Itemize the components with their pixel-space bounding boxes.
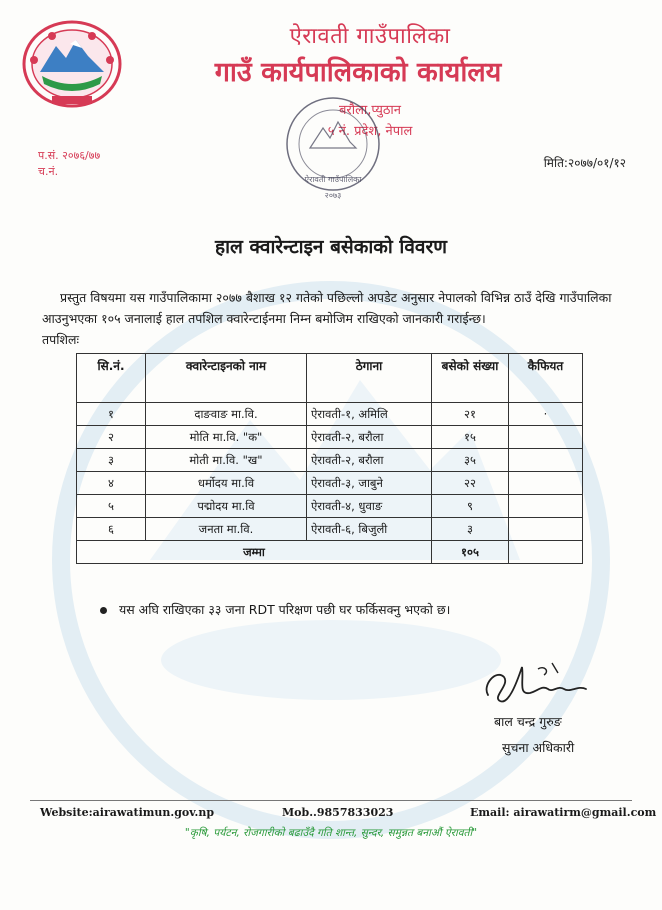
cell-remark <box>509 449 583 472</box>
total-label: जम्मा <box>77 541 432 564</box>
cell-address: ऐरावती-३, जाबुने <box>307 472 432 495</box>
footer-divider <box>30 800 632 801</box>
cell-address: ऐरावती-२, बरौला <box>307 426 432 449</box>
cell-sn: ४ <box>77 472 146 495</box>
header-name: क्वारेन्टाइनको नाम <box>146 354 307 403</box>
cell-name: जनता मा.वि. <box>146 518 307 541</box>
cell-remark <box>509 472 583 495</box>
header-remark: कैफियत <box>509 354 583 403</box>
total-value: १०५ <box>432 541 509 564</box>
table-row <box>77 426 583 449</box>
letter-date: मिति:२०७७/०१/१२ <box>543 156 626 170</box>
letterhead-office: गाउँ कार्यपालिकाको कार्यालय <box>214 57 502 88</box>
stamp-year: २०७३ <box>324 191 342 200</box>
cell-sn: १ <box>77 403 146 426</box>
document-title: हाल क्वारेन्टाइन बसेकाको विवरण <box>215 236 447 258</box>
cell-sn: ३ <box>77 449 146 472</box>
signatory-name: बाल चन्द्र गुरुङ <box>494 714 562 729</box>
quarantine-table <box>76 353 583 564</box>
signatory-post: सुचना अधिकारी <box>502 740 575 755</box>
header-sn: सि.नं. <box>77 354 146 403</box>
table-row <box>77 518 583 541</box>
cell-count: २१ <box>432 403 509 426</box>
table-total-row <box>77 541 583 564</box>
cell-remark <box>509 518 583 541</box>
signature <box>478 655 598 710</box>
reference-number: प.सं. २०७६/७७ <box>38 149 101 162</box>
cell-address: ऐरावती-४, धुवाङ <box>307 495 432 518</box>
total-remark <box>509 541 583 564</box>
cell-remark <box>509 495 583 518</box>
cell-address: ऐरावती-२, बरौला <box>307 449 432 472</box>
cell-sn: २ <box>77 426 146 449</box>
table-row <box>77 403 583 426</box>
table-row <box>77 495 583 518</box>
stamp-text: ऐरावती गाउँपालिका <box>304 175 362 184</box>
cell-name: धर्मोदय मा.वि <box>146 472 307 495</box>
cell-name: मोति मा.वि. "क" <box>146 426 307 449</box>
cell-sn: ६ <box>77 518 146 541</box>
cell-remark: · <box>509 403 583 426</box>
table-row <box>77 449 583 472</box>
dispatch-number: च.नं. <box>38 165 59 178</box>
footer-slogan: "कृषि, पर्यटन, रोजगारीको बढाउँदै गति शान्त, सुन्दर, समुन्नत बनाऔं ऐरावती" <box>184 827 478 839</box>
cell-count: ३५ <box>432 449 509 472</box>
note-text: यस अघि राखिएका ३३ जना RDT परिक्षण पछी घर फर्किसक्नु भएको छ। <box>119 602 451 617</box>
cell-name: मोती मा.वि. "ख" <box>146 449 307 472</box>
footer-website: Website:airawatimun.gov.np <box>40 806 215 819</box>
cell-remark <box>509 426 583 449</box>
bullet-icon <box>100 607 107 614</box>
table-row <box>77 472 583 495</box>
letterhead-province: ५ नं. प्रदेश, नेपाल <box>327 124 413 139</box>
table-header-row <box>77 354 583 403</box>
cell-name: दाङवाङ मा.वि. <box>146 403 307 426</box>
municipality-emblem <box>22 20 122 108</box>
cell-sn: ५ <box>77 495 146 518</box>
cell-count: १५ <box>432 426 509 449</box>
cell-count: ३ <box>432 518 509 541</box>
letterhead-municipality: ऐरावती गाउँपालिका <box>289 24 451 49</box>
letterhead-location: बरौला,प्युठान <box>338 103 401 118</box>
header-address: ठेगाना <box>307 354 432 403</box>
header-count: बसेको संख्या <box>432 354 509 403</box>
body-paragraph: प्रस्तुत विषयमा यस गाउँपालिकामा २०७७ बैशाख १२ गतेको पछिल्लो अपडेट अनुसार नेपालको विभिन्न ठाउँ देखि गाउँपालिका आउनुभएका १०५ जनालाई हाल तपशिल क्वारेन्टाईनमा निम्न बमोजिम राखिएको जानकारी गराईन्छ। <box>42 290 612 326</box>
cell-address: ऐरावती-६, बिजुली <box>307 518 432 541</box>
footer-email: Email: airawatirm@gmail.com <box>470 806 657 819</box>
cell-count: ९ <box>432 495 509 518</box>
footer-mobile: Mob..9857833023 <box>282 806 394 819</box>
cell-count: २२ <box>432 472 509 495</box>
office-stamp <box>278 92 388 202</box>
note-item <box>100 601 450 618</box>
details-label: तपशिलः <box>42 332 79 347</box>
cell-name: पद्मोदय मा.वि <box>146 495 307 518</box>
cell-address: ऐरावती-१, अमिलि <box>307 403 432 426</box>
